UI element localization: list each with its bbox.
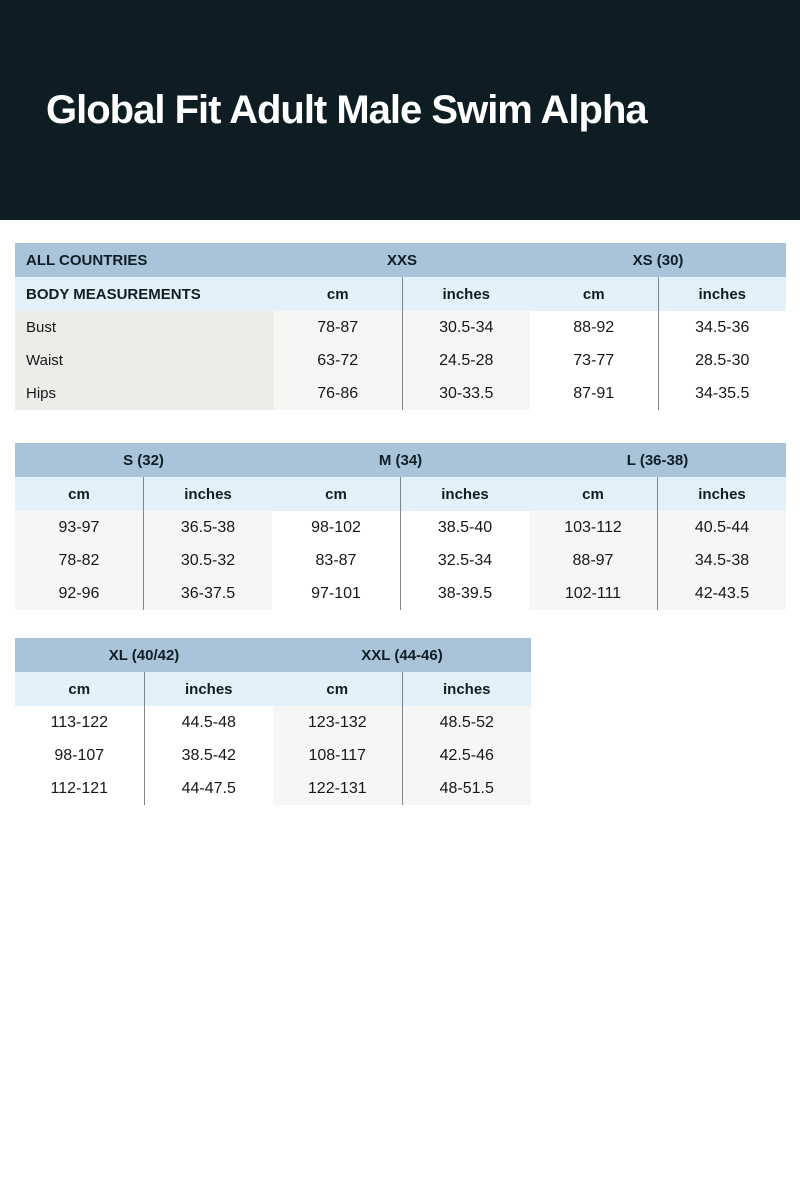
- data-cell: 36-37.5: [144, 577, 273, 610]
- table-title-cell: ALL COUNTRIES: [15, 243, 274, 277]
- data-cell: 30.5-32: [144, 544, 273, 577]
- data-cell: 93-97: [15, 511, 144, 544]
- measurement-row: [15, 544, 786, 577]
- data-cell: 98-107: [15, 739, 144, 772]
- data-cell: 48.5-52: [402, 706, 531, 739]
- size-group-label: XS (30): [530, 243, 786, 277]
- unit-header-cell: cm: [272, 477, 401, 511]
- measurement-row: [15, 577, 786, 610]
- page-title: Global Fit Adult Male Swim Alpha: [46, 87, 647, 132]
- data-cell: 34.5-36: [658, 311, 786, 344]
- size-group-label: XXL (44-46): [273, 638, 531, 672]
- data-cell: 38-39.5: [401, 577, 530, 610]
- data-cell: 122-131: [273, 772, 402, 805]
- measurement-row: [15, 706, 531, 739]
- row-label-cell: Hips: [15, 377, 274, 410]
- measurement-row: [15, 772, 531, 805]
- size-table-xl-xxl: [15, 638, 531, 805]
- page-header: [0, 0, 800, 220]
- data-cell: 113-122: [15, 706, 144, 739]
- data-cell: 97-101: [272, 577, 401, 610]
- data-cell: 38.5-40: [401, 511, 530, 544]
- data-cell: 34-35.5: [658, 377, 786, 410]
- data-cell: 28.5-30: [658, 344, 786, 377]
- size-group-label: L (36-38): [529, 443, 786, 477]
- size-group-header-row: [15, 638, 531, 672]
- unit-header-row: [15, 672, 531, 706]
- size-table-xxs-xs: [15, 243, 786, 410]
- data-cell: 88-92: [530, 311, 658, 344]
- data-cell: 30-33.5: [402, 377, 530, 410]
- unit-header-cell: inches: [658, 477, 787, 511]
- unit-header-cell: inches: [144, 477, 273, 511]
- data-cell: 92-96: [15, 577, 144, 610]
- unit-header-cell: cm: [274, 277, 402, 311]
- data-cell: 42.5-46: [402, 739, 531, 772]
- size-group-label: M (34): [272, 443, 529, 477]
- data-cell: 36.5-38: [144, 511, 273, 544]
- data-cell: 87-91: [530, 377, 658, 410]
- data-cell: 108-117: [273, 739, 402, 772]
- data-cell: 24.5-28: [402, 344, 530, 377]
- data-cell: 44.5-48: [144, 706, 273, 739]
- data-cell: 42-43.5: [658, 577, 787, 610]
- data-cell: 78-87: [274, 311, 402, 344]
- data-cell: 63-72: [274, 344, 402, 377]
- size-group-label: XL (40/42): [15, 638, 273, 672]
- data-cell: 76-86: [274, 377, 402, 410]
- unit-header-cell: inches: [658, 277, 786, 311]
- size-group-header-row: [15, 443, 786, 477]
- unit-header-cell: inches: [402, 277, 530, 311]
- measurement-row: [15, 511, 786, 544]
- measurements-header-cell: BODY MEASUREMENTS: [15, 277, 274, 311]
- unit-header-cell: inches: [144, 672, 273, 706]
- row-label-cell: Waist: [15, 344, 274, 377]
- data-cell: 103-112: [529, 511, 658, 544]
- data-cell: 40.5-44: [658, 511, 787, 544]
- row-label-cell: Bust: [15, 311, 274, 344]
- data-cell: 32.5-34: [401, 544, 530, 577]
- data-cell: 48-51.5: [402, 772, 531, 805]
- unit-header-row: [15, 477, 786, 511]
- size-group-label: S (32): [15, 443, 272, 477]
- data-cell: 123-132: [273, 706, 402, 739]
- unit-header-cell: cm: [530, 277, 658, 311]
- measurement-row: [15, 377, 786, 410]
- data-cell: 83-87: [272, 544, 401, 577]
- data-cell: 30.5-34: [402, 311, 530, 344]
- data-cell: 73-77: [530, 344, 658, 377]
- unit-header-cell: inches: [401, 477, 530, 511]
- unit-header-cell: inches: [402, 672, 531, 706]
- unit-header-cell: cm: [529, 477, 658, 511]
- data-cell: 34.5-38: [658, 544, 787, 577]
- size-group-header-row: [15, 243, 786, 277]
- data-cell: 102-111: [529, 577, 658, 610]
- measurement-row: [15, 311, 786, 344]
- data-cell: 44-47.5: [144, 772, 273, 805]
- data-cell: 112-121: [15, 772, 144, 805]
- size-group-label: XXS: [274, 243, 530, 277]
- data-cell: 78-82: [15, 544, 144, 577]
- unit-header-row: [15, 277, 786, 311]
- unit-header-cell: cm: [15, 477, 144, 511]
- measurement-row: [15, 344, 786, 377]
- unit-header-cell: cm: [273, 672, 402, 706]
- measurement-row: [15, 739, 531, 772]
- data-cell: 88-97: [529, 544, 658, 577]
- size-tables-section: [0, 243, 800, 805]
- unit-header-cell: cm: [15, 672, 144, 706]
- data-cell: 38.5-42: [144, 739, 273, 772]
- size-table-s-m-l: [15, 443, 786, 610]
- data-cell: 98-102: [272, 511, 401, 544]
